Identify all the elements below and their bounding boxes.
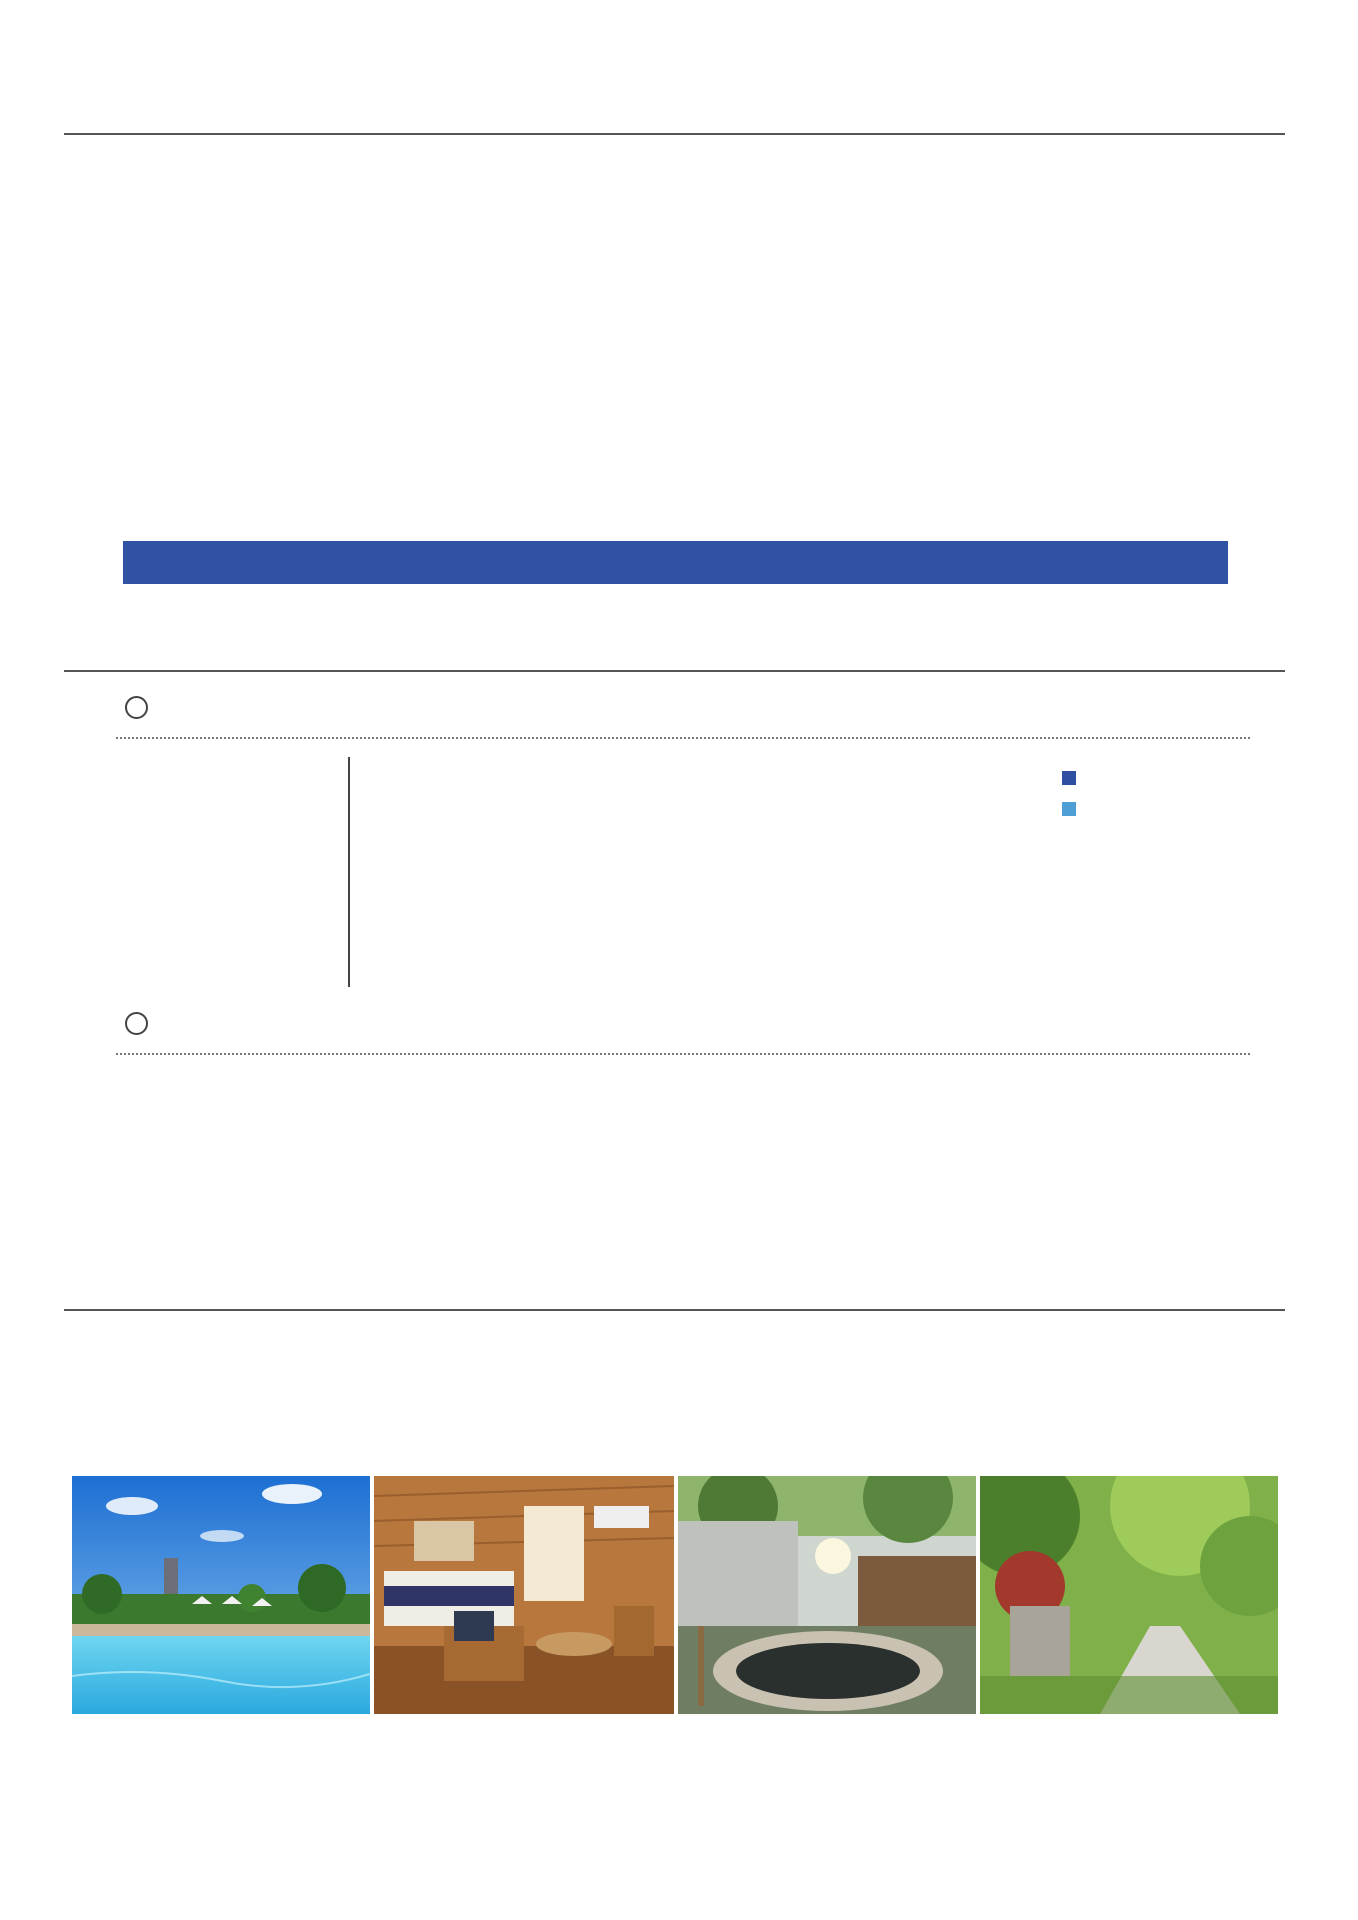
legend-item — [1062, 799, 1084, 820]
circle-bullet-icon — [125, 1012, 148, 1035]
pool-photo — [72, 1476, 370, 1714]
legend-swatch — [1062, 802, 1076, 816]
section8-divider — [64, 1309, 1285, 1311]
legend-item — [1062, 768, 1084, 789]
legend-swatch — [1062, 771, 1076, 785]
section7-divider — [64, 670, 1285, 672]
garden-photo — [980, 1476, 1278, 1714]
result-banner — [123, 541, 1228, 584]
voices-heading — [125, 1011, 166, 1039]
onsen-photo — [678, 1476, 976, 1714]
room-photo — [374, 1476, 674, 1714]
survey-heading — [125, 695, 166, 723]
includes-line — [500, 1343, 506, 1361]
bar-axis — [348, 757, 350, 987]
dotted-divider — [116, 737, 1250, 739]
section6-title — [117, 84, 135, 118]
price-line — [123, 1328, 133, 1368]
section6-divider — [64, 133, 1285, 135]
dotted-divider — [116, 1053, 1250, 1055]
circle-bullet-icon — [125, 696, 148, 719]
